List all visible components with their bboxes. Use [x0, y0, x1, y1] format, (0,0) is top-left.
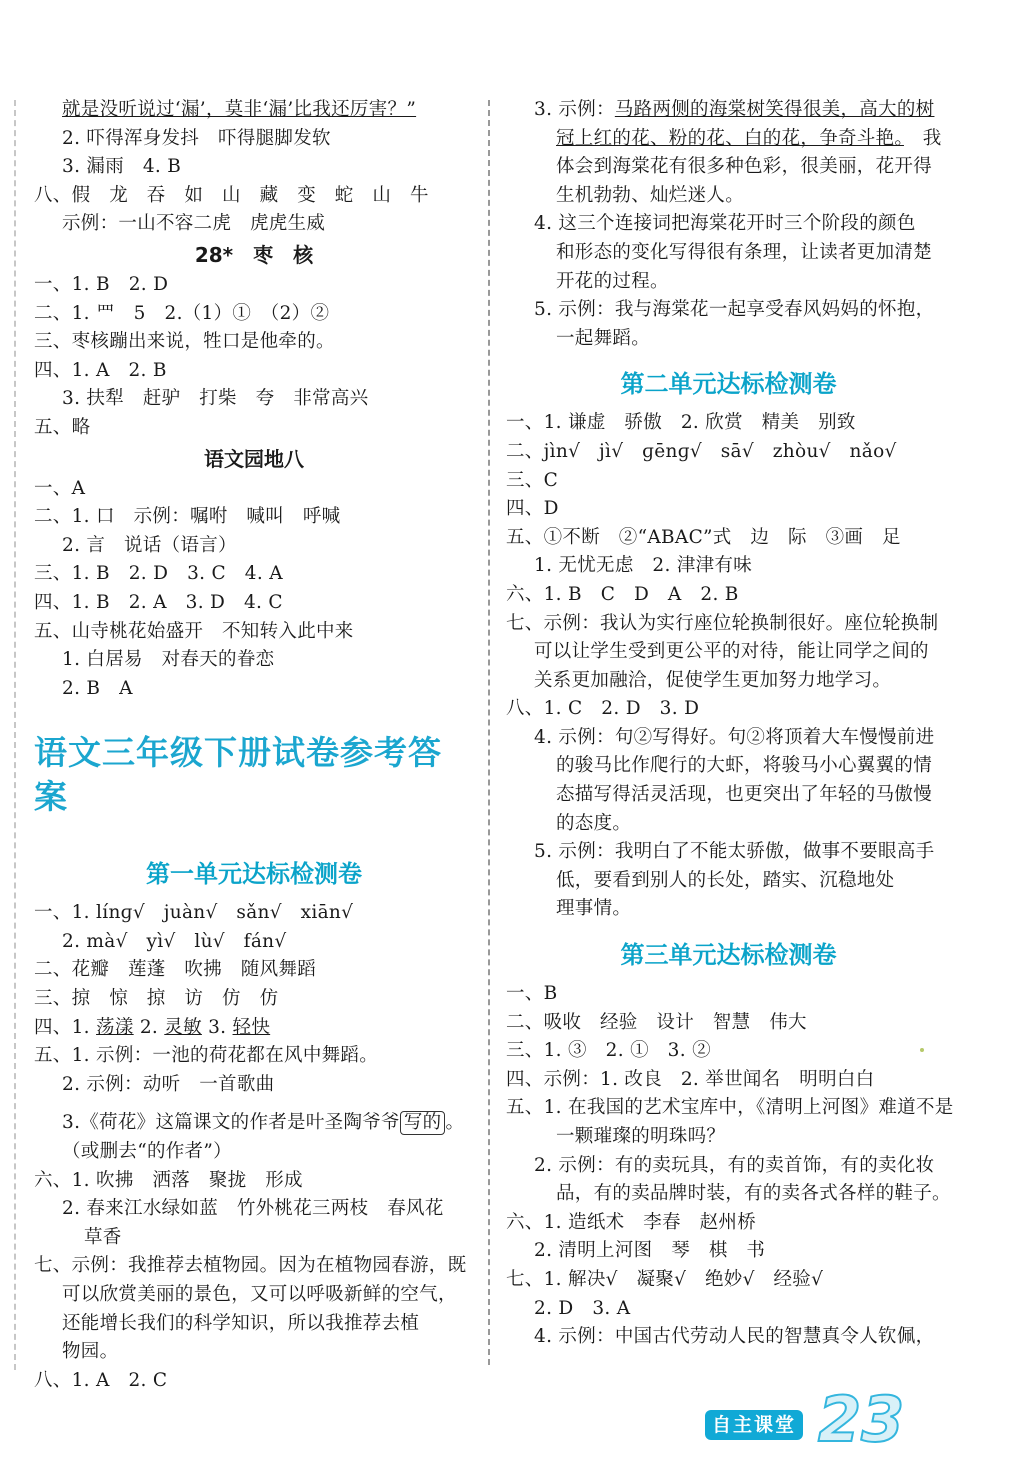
answer-line: 2. 春来江水绿如蓝 竹外桃花三两枝 春风花: [62, 1198, 444, 1220]
answer-line: 七、1. 解决√ 凝聚√ 绝妙√ 经验√: [506, 1268, 824, 1290]
answer-line: 5. 示例：我与海棠花一起享受春风妈妈的怀抱，: [534, 299, 935, 321]
answer-line: [34, 1014, 474, 1043]
answer-line: 三、1. ③ 2. ① 3. ②: [506, 1040, 711, 1062]
answer-line: 二、1. 口 示例：嘱咐 喊叫 呼喊: [34, 506, 341, 528]
answer-line: 二、花瓣 莲蓬 吹拂 随风舞蹈: [34, 959, 317, 981]
answer-line: 三、掠 惊 掠 访 仿 仿: [34, 988, 279, 1010]
item-number: 3.: [208, 1016, 227, 1038]
underlined-answer: 轻快: [232, 1016, 271, 1038]
answer-line: 4. 示例：句②写得好。句②将顶着大车慢慢前进: [534, 726, 935, 748]
answer-line: 二、吸收 经验 设计 智慧 伟大: [506, 1011, 807, 1033]
unit-title: 第二单元达标检测卷: [620, 370, 837, 399]
answer-line: 一、A: [34, 477, 86, 499]
answer-line: [34, 96, 474, 125]
answer-line: 态描写得活灵活现，也更突出了年轻的马傲慢: [556, 784, 933, 806]
unit-title: 第一单元达标检测卷: [146, 860, 362, 889]
left-column: [34, 96, 474, 1395]
item-number: 2.: [139, 1016, 159, 1038]
answer-line: 三、C: [506, 469, 559, 491]
answer-line: 五、山寺桃花始盛开 不知转入此中来: [34, 620, 354, 642]
answer-key-title: 语文三年级下册试卷参考答案: [34, 733, 442, 817]
answer-line: 四、1. B 2. A 3. D 4. C: [34, 591, 283, 613]
answer-line: [506, 125, 951, 154]
answer-line: 理事情。: [556, 898, 632, 920]
answer-line: 二、jìn√ jì√ ɡēnɡ√ sā√ zhòu√ nǎo√: [506, 440, 897, 462]
answer-line: 的骏马比作爬行的大虾，将骏马小心翼翼的情: [556, 755, 933, 777]
answer-line: 2. 言 说话（语言）: [62, 534, 237, 556]
answer-line: 品，有的卖品牌时装，有的卖各式各样的鞋子。: [556, 1183, 951, 1205]
answer-line: 三、枣核蹦出来说，牲口是他牵的。: [34, 331, 335, 353]
answer-line: 五、1. 示例：一池的荷花都在风中舞蹈。: [34, 1045, 379, 1067]
underlined-text: 冠上红的花、粉的花、白的花，争奇斗艳。: [556, 127, 904, 149]
answer-text: 3. 示例：: [534, 99, 615, 120]
section-title: 语文园地八: [204, 446, 304, 471]
answer-line: 2. mà√ yì√ lù√ fán√: [62, 930, 287, 952]
answer-line: 2. D 3. A: [534, 1297, 631, 1319]
column-divider: [488, 100, 490, 1365]
footer-label: 自主课堂: [705, 1410, 803, 1440]
answer-line: 一、1. línɡ√ juàn√ sǎn√ xiān√: [34, 902, 354, 924]
answer-line: 开花的过程。: [556, 270, 669, 292]
answer-line: 低，要看到别人的长处，踏实、沉稳地处: [556, 869, 895, 891]
answer-text: 我: [922, 127, 942, 149]
answer-line: 二、1. 罒 5 2.（1）① （2）②: [34, 302, 330, 324]
item-number: 四、1.: [34, 1016, 90, 1038]
answer-line: 六、1. 吹拂 洒落 聚拢 形成: [34, 1169, 303, 1191]
correction-box: 写的: [400, 1111, 446, 1135]
answer-line: 2. 清明上河图 琴 棋 书: [534, 1240, 766, 1262]
answer-line: 体会到海棠花有很多种色彩，很美丽，花开得: [556, 156, 933, 178]
page-number: 23: [818, 1383, 905, 1456]
answer-line: 2. 示例：动听 一首歌曲: [62, 1073, 275, 1095]
page-edge-marks: [14, 100, 16, 1370]
answer-line: 五、①不断 ②“ABAC”式 边 际 ③画 足: [506, 526, 901, 548]
answer-line: 七、示例：我认为实行座位轮换制很好。座位轮换制: [506, 612, 939, 634]
answer-line: 和形态的变化写得很有条理，让读者更加清楚: [556, 241, 933, 263]
answer-line: 2. B A: [62, 677, 133, 699]
right-column: [506, 96, 954, 1352]
underlined-answer: 荡漾: [96, 1016, 134, 1038]
unit-title: 第三单元达标检测卷: [620, 941, 837, 970]
answer-line: 草香: [84, 1226, 122, 1248]
answer-line: 4. 这三个连接词把海棠花开时三个阶段的颜色: [534, 213, 916, 235]
answer-line: [34, 1109, 474, 1138]
answer-line: 八、假 龙 吞 如 山 藏 变 蛇 山 牛: [34, 184, 429, 206]
answer-line: 还能增长我们的科学知识，所以我推荐去植: [62, 1312, 420, 1334]
answer-line: 关系更加融洽，促使学生更加努力地学习。: [534, 669, 892, 691]
answer-line: 四、示例：1. 改良 2. 举世闻名 明明白白: [506, 1068, 875, 1090]
answer-line: 3. 扶犁 赶驴 打柴 夸 非常高兴: [62, 388, 369, 410]
answer-line: 一起舞蹈。: [556, 327, 651, 349]
answer-line: 的态度。: [556, 812, 632, 834]
decorative-dot: [920, 1048, 924, 1052]
answer-line: 示例：一山不容二虎 虎虎生威: [62, 213, 326, 235]
answer-line: 八、1. C 2. D 3. D: [506, 698, 700, 720]
answer-line: 四、D: [506, 498, 559, 520]
answer-line: 八、1. A 2. C: [34, 1369, 168, 1391]
answer-line: 1. 白居易 对春天的眷恋: [62, 649, 275, 671]
answer-line: （或删去“的作者”）: [62, 1141, 232, 1163]
answer-line: 5. 示例：我明白了不能太骄傲，做事不要眼高手: [534, 841, 935, 863]
answer-line: 七、示例：我推荐去植物园。因为在植物园春游，既: [34, 1255, 467, 1277]
answer-line: 六、1. 造纸术 李春 赵州桥: [506, 1211, 757, 1233]
answer-line: 可以欣赏美丽的景色，又可以呼吸新鲜的空气，: [62, 1284, 457, 1305]
answer-line: 1. 无忧无虑 2. 津津有味: [534, 555, 753, 577]
answer-text: 。: [445, 1112, 465, 1134]
underlined-text: 马路两侧的海棠树笑得很美，高大的树: [614, 99, 935, 120]
underlined-text: 就是没听说过‘漏’，莫非‘漏’比我还厉害？”: [62, 99, 417, 120]
answer-line: 可以让学生受到更公平的对待，能让同学之间的: [534, 641, 929, 663]
answer-line: 一颗璀璨的明珠吗？: [556, 1126, 726, 1147]
answer-line: 五、1. 在我国的艺术宝库中，《清明上河图》难道不是: [506, 1097, 954, 1119]
answer-line: 一、B: [506, 983, 558, 1005]
answer-line: 一、1. B 2. D: [34, 273, 169, 295]
answer-line: 4. 示例：中国古代劳动人民的智慧真令人钦佩，: [534, 1326, 935, 1348]
answer-line: 一、1. 谦虚 骄傲 2. 欣赏 精美 别致: [506, 412, 856, 434]
answer-line: 物园。: [62, 1341, 119, 1363]
answer-text: 3.《荷花》这篇课文的作者是叶圣陶爷爷: [62, 1112, 400, 1134]
answer-line: 3. 漏雨 4. B: [62, 156, 182, 178]
underlined-answer: 灵敏: [164, 1016, 202, 1038]
answer-line: 六、1. B C D A 2. B: [506, 583, 739, 605]
answer-line: [506, 96, 951, 125]
answer-line: 生机勃勃、灿烂迷人。: [556, 184, 745, 206]
answer-line: 三、1. B 2. D 3. C 4. A: [34, 563, 283, 585]
answer-line: 四、1. A 2. B: [34, 359, 167, 381]
answer-line: 2. 吓得浑身发抖 吓得腿脚发软: [62, 127, 331, 149]
answer-line: 2. 示例：有的卖玩具，有的卖首饰，有的卖化妆: [534, 1154, 935, 1176]
answer-line: 五、略: [34, 416, 91, 438]
lesson-title: 28* 枣 核: [194, 242, 314, 267]
